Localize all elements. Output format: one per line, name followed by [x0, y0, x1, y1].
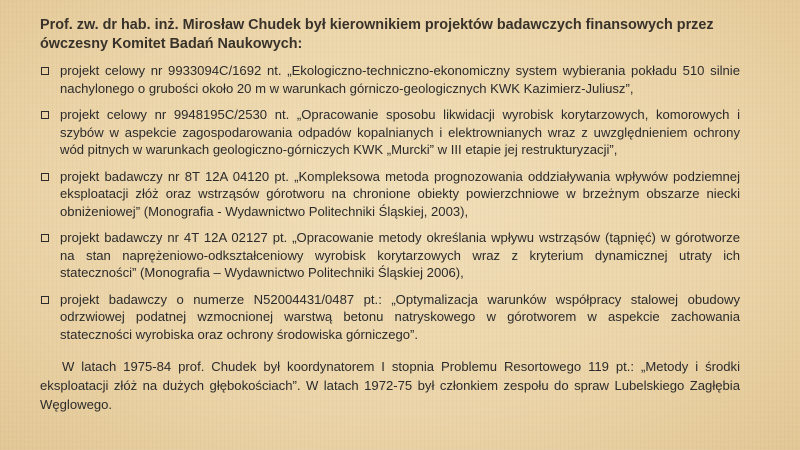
hollow-square-bullet-icon — [41, 234, 49, 242]
hollow-square-bullet-icon — [41, 111, 49, 119]
project-text: projekt badawczy nr 8T 12A 04120 pt. „Kompleksowa metoda prognozowania oddziaływania wpływów podziemnej eksploatacji złóż oraz wstrząsów górotworu na chronione obiekty powierzchniowe w brzeżnym obszarze niecki obniżeniowej” (Monografia - Wydawnictwo Politechniki Śląskiej, 2003), — [60, 168, 740, 219]
project-list-item — [40, 291, 740, 344]
hollow-square-bullet-icon — [41, 67, 49, 75]
project-text: projekt badawczy o numerze N52004431/0487 pt.: „Optymalizacja warunków współpracy stalowej obudowy odrzwiowej podatnej wzmocnionej warstwą betonu natryskowego w górotworem w aspekcie zachowania stateczności wyrobiska oraz ochrony środowiska górniczego”. — [60, 291, 740, 342]
project-text: projekt celowy nr 9948195C/2530 nt. „Opracowanie sposobu likwidacji wyrobisk korytarzowych, komorowych i szybów w aspekcie zagospodarowania odpadów kopalnianych i elektrownianych wraz z uwzględnieniem ochrony wód pitnych w warunkach geologiczno-górniczych KWK „Murcki” w III etapie jej restrukturyzacji”, — [60, 107, 740, 157]
hollow-square-bullet-icon — [41, 173, 49, 181]
project-list — [40, 62, 740, 343]
slide-heading: Prof. zw. dr hab. inż. Mirosław Chudek był kierownikiem projektów badawczych finansowych przez ówczesny Komitet Badań Naukowych: — [40, 17, 714, 52]
project-list-item — [40, 229, 740, 282]
summary-paragraph: W latach 1975-84 prof. Chudek był koordynatorem I stopnia Problemu Resortowego 119 pt.: „Metody i środki eksploatacji złóż na dużych głębokościach”. W latach 1972-75 był członkiem zespołu do spraw Lubelskiego Zagłębia Węglowego. — [40, 359, 740, 412]
project-list-item — [40, 106, 740, 159]
project-list-item — [40, 62, 740, 97]
project-text: projekt badawczy nr 4T 12A 02127 pt. „Opracowanie metody określania wpływu wstrząsów (tąpnięć) w górotworze na stan naprężeniowo-odkształceniowy wyrobisk korytarzowych wraz z kryterium dynamicznej utraty ich stateczności” (Monografia – Wydawnictwo Politechniki Śląskiej 2006), — [60, 230, 740, 280]
hollow-square-bullet-icon — [41, 296, 49, 304]
slide-content — [40, 16, 740, 414]
project-text: projekt celowy nr 9933094C/1692 nt. „Ekologiczno-techniczno-ekonomiczny system wybierania pokładu 510 silnie nachylonego o grubości około 20 m w warunkach górniczo-geologicznych KWK Kazimierz-Juliusz”, — [60, 63, 740, 96]
project-list-item — [40, 168, 740, 221]
